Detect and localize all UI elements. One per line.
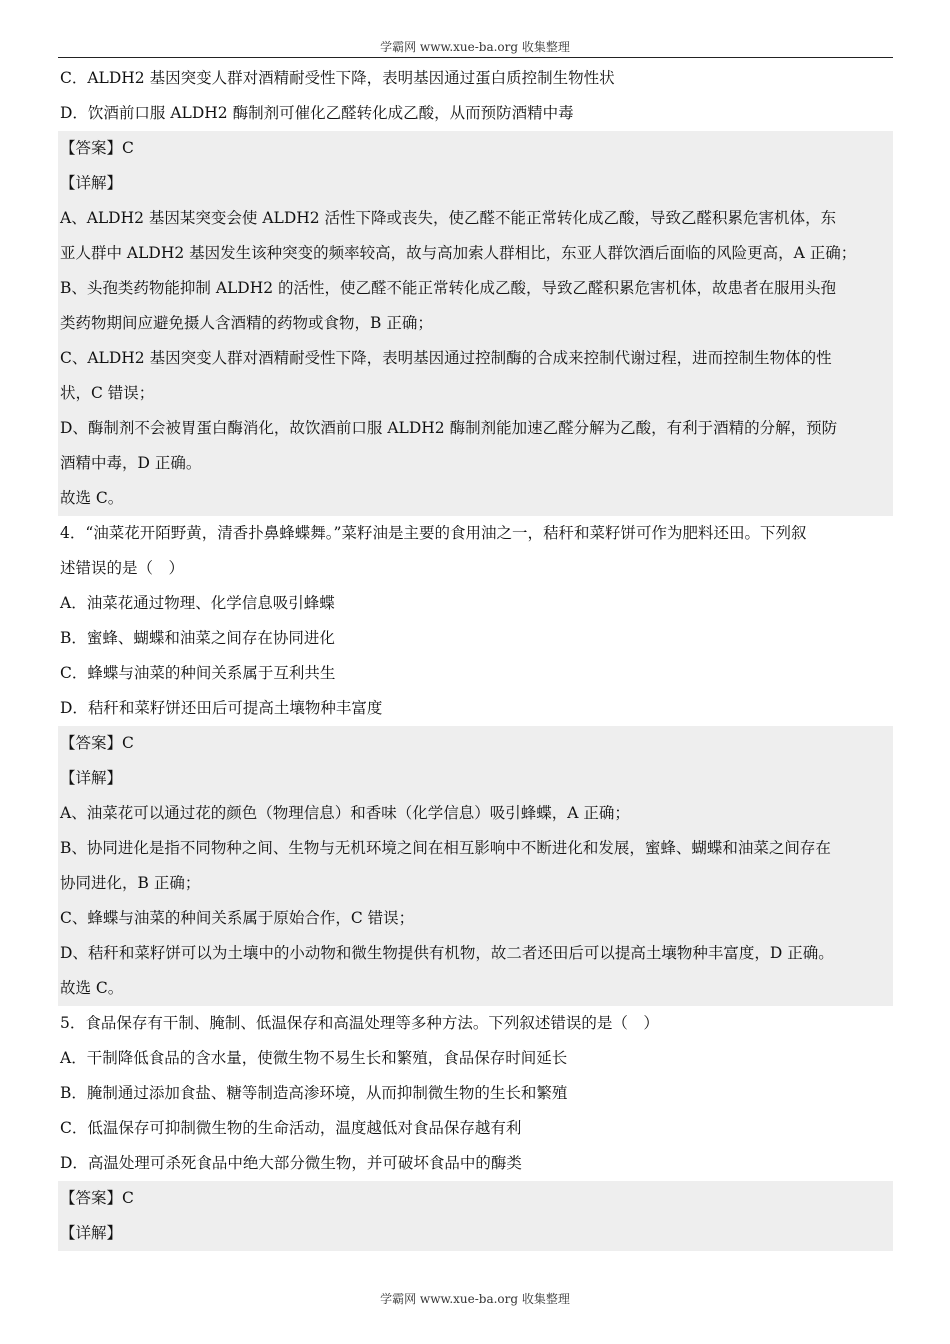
- q4-option-b: B．蜜蜂、蝴蝶和油菜之间存在协同进化: [60, 629, 335, 647]
- header-site: 学霸网: [380, 40, 417, 54]
- q4-explain-d: D、秸秆和菜籽饼可以为土壤中的小动物和微生物提供有机物，故二者还田后可以提高土壤物种丰富度，D 正确。: [58, 936, 893, 971]
- footer-note: 收集整理: [521, 1292, 570, 1306]
- q5-option-d: D．高温处理可杀死食品中绝大部分微生物，并可破坏食品中的酶类: [60, 1154, 522, 1172]
- q3-conclusion: 故选 C。: [58, 481, 893, 516]
- q3-option-d: D．饮酒前口服 ALDH2 酶制剂可催化乙醛转化成乙酸，从而预防酒精中毒: [60, 104, 574, 122]
- q5-option-c: C．低温保存可抑制微生物的生命活动，温度越低对食品保存越有利: [60, 1119, 522, 1137]
- page-footer: [0, 1290, 950, 1307]
- q3-detail-label: 【详解】: [58, 166, 893, 201]
- footer-url[interactable]: www.xue-ba.org: [419, 1292, 519, 1306]
- q4-conclusion: 故选 C。: [58, 971, 893, 1006]
- q4-stem-1: 4．“油菜花开陌野黄，清香扑鼻蜂蝶舞。”菜籽油是主要的食用油之一，秸秆和菜籽饼可作为肥料还田。下列叙: [60, 524, 807, 542]
- q3-option-c: C．ALDH2 基因突变人群对酒精耐受性下降，表明基因通过蛋白质控制生物性状: [60, 69, 615, 87]
- footer-site: 学霸网: [380, 1292, 417, 1306]
- q3-explain-c-1: C、ALDH2 基因突变人群对酒精耐受性下降，表明基因通过控制酶的合成来控制代谢过程，进而控制生物体的性: [58, 341, 893, 376]
- q4-option-d: D．秸秆和菜籽饼还田后可提高土壤物种丰富度: [60, 699, 383, 717]
- q4-explain-a: A、油菜花可以通过花的颜色（物理信息）和香味（化学信息）吸引蜂蝶，A 正确；: [58, 796, 893, 831]
- q4-option-a: A．油菜花通过物理、化学信息吸引蜂蝶: [60, 594, 335, 612]
- q5-stem: 5．食品保存有干制、腌制、低温保存和高温处理等多种方法。下列叙述错误的是（ ）: [60, 1014, 659, 1032]
- q5-answer: 【答案】C: [58, 1181, 893, 1216]
- q3-answer: 【答案】C: [58, 131, 893, 166]
- header-note: 收集整理: [521, 40, 570, 54]
- q3-explain-a-2: 亚人群中 ALDH2 基因发生该种突变的频率较高，故与高加索人群相比，东亚人群饮酒后面临的风险更高，A 正确；: [58, 236, 893, 271]
- q4-stem-2: 述错误的是（ ）: [60, 559, 185, 577]
- q3-explain-d-2: 酒精中毒，D 正确。: [58, 446, 893, 481]
- q3-explain-a-1: A、ALDH2 基因某突变会使 ALDH2 活性下降或丧失，使乙醛不能正常转化成乙酸，导致乙醛积累危害机体，东: [58, 201, 893, 236]
- q4-explain-c: C、蜂蝶与油菜的种间关系属于原始合作，C 错误；: [58, 901, 893, 936]
- header-url[interactable]: www.xue-ba.org: [419, 40, 519, 54]
- q5-option-a: A．干制降低食品的含水量，使微生物不易生长和繁殖，食品保存时间延长: [60, 1049, 568, 1067]
- header-rule: [58, 57, 893, 58]
- q4-option-c: C．蜂蝶与油菜的种间关系属于互利共生: [60, 664, 336, 682]
- q3-explain-b-1: B、头孢类药物能抑制 ALDH2 的活性，使乙醛不能正常转化成乙酸，导致乙醛积累危害机体，故患者在服用头孢: [58, 271, 893, 306]
- q4-explain-b-1: B、协同进化是指不同物种之间、生物与无机环境之间在相互影响中不断进化和发展，蜜蜂、蝴蝶和油菜之间存在: [58, 831, 893, 866]
- q5-option-b: B．腌制通过添加食盐、糖等制造高渗环境，从而抑制微生物的生长和繁殖: [60, 1084, 568, 1102]
- document-body: [58, 61, 893, 1251]
- q5-detail-label: 【详解】: [58, 1216, 893, 1251]
- q4-explain-b-2: 协同进化，B 正确；: [58, 866, 893, 901]
- q3-explain-b-2: 类药物期间应避免摄人含酒精的药物或食物，B 正确；: [58, 306, 893, 341]
- q3-explain-c-2: 状，C 错误；: [58, 376, 893, 411]
- q3-explain-d-1: D、酶制剂不会被胃蛋白酶消化，故饮酒前口服 ALDH2 酶制剂能加速乙醛分解为乙酸，有利于酒精的分解，预防: [58, 411, 893, 446]
- page-header: [0, 38, 950, 55]
- q4-detail-label: 【详解】: [58, 761, 893, 796]
- q4-answer: 【答案】C: [58, 726, 893, 761]
